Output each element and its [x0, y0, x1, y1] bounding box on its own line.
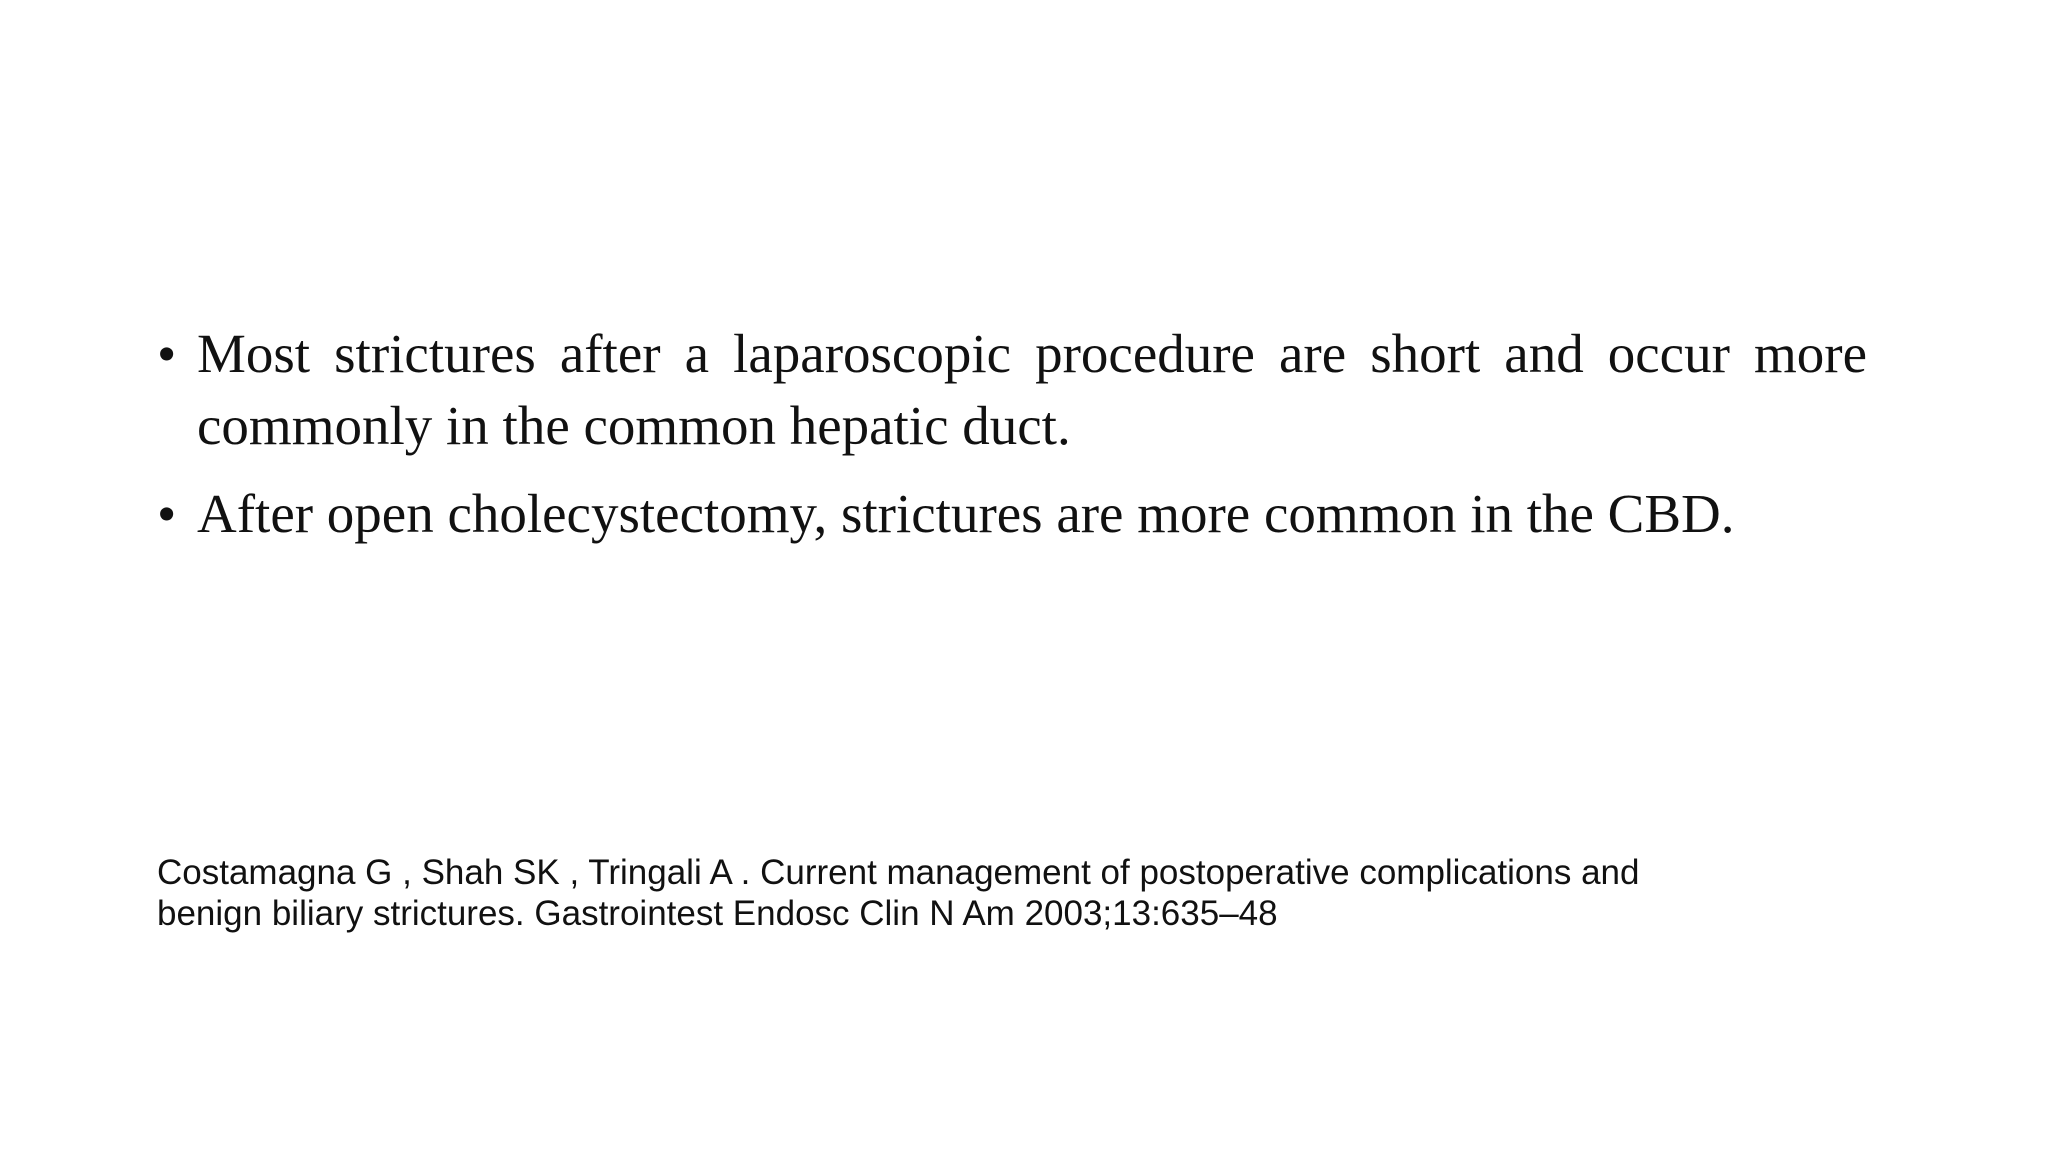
bullet-list	[157, 318, 1867, 566]
bullet-item	[157, 478, 1867, 550]
bullet-text: After open cholecystectomy, strictures are more common in the CBD.	[197, 483, 1735, 544]
citation-reference	[157, 852, 1857, 934]
citation-line-1: Costamagna G , Shah SK , Tringali A . Current management of postoperative complications and	[157, 853, 1640, 892]
bullet-marker: •	[157, 323, 177, 384]
citation-line-2: benign biliary strictures. Gastrointest Endosc Clin N Am 2003;13:635–48	[157, 894, 1278, 933]
bullet-item	[157, 318, 1867, 462]
bullet-marker: •	[157, 483, 177, 544]
bullet-text: Most strictures after a laparoscopic procedure are short and occur more commonly in the common hepatic duct.	[197, 323, 1867, 456]
